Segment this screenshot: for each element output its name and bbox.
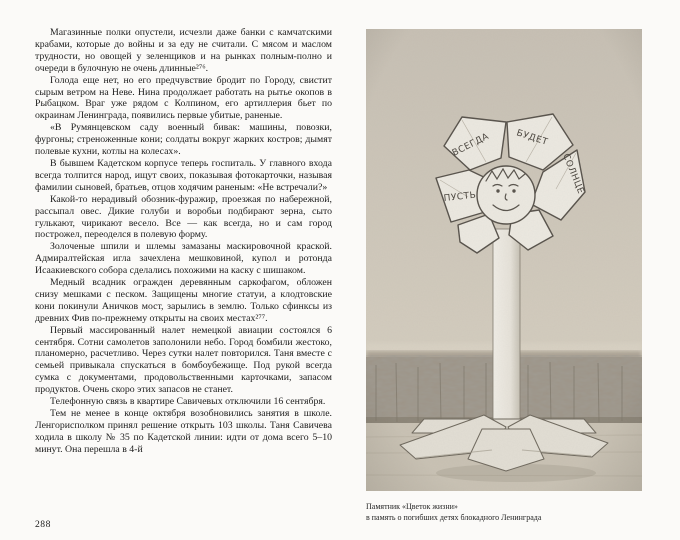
paragraph-3: «В Румянцевском саду военный бивак: машины, повозки, фургоны; стреноженные кони; солдаты вокруг жарких костров; дымят полевые кухни, котлы на колесах». xyxy=(35,122,332,158)
paragraph-5: Какой-то нерадивый обозник-фуражир, проезжая по набережной, рассыпал овес. Дикие голуби и воробьи подбирают зерна, сыто гулькают, чирикают весело. Все — как всегда, но и сам город построжел, переоделся в полевую форму. xyxy=(35,193,332,241)
paragraph-7: Медный всадник огражден деревянным саркофагом, обложен снизу мешками с песком. Защищены многие статуи, а клодтовские кони покинули Аничков мост, зарылись в землю. Только сфинксы из древних Фив по-прежнему открыты на своих местах²⁷⁷. xyxy=(35,277,332,324)
paragraph-2: Голода еще нет, но его предчувствие бродит по Городу, свистит сырым ветром на Неве. Нина продолжает работать на рытье окопов в Рыбацком. Враг уже рядом с Колпином, его артиллерия бьет по окраинам Ленинграда, появились первые убитые, раненые. xyxy=(35,74,332,122)
caption-line-1: Памятник «Цветок жизни» xyxy=(366,502,458,511)
paragraph-6: Золоченые шпили и шлемы замазаны маскировочной краской. Адмиралтейская игла зачехлена мешковиной, купол и ротонда Исаакиевского собора сделались похожими на каску с шишаком. xyxy=(35,241,332,277)
paragraph-8: Первый массированный налет немецкой авиации состоялся 6 сентября. Сотни самолетов заполонили небо. Город бомбили жестоко, планомерно, расчетливо. Через сутки налет повторился. Таня вместе с семьей привыкала спускаться в бомбоубежище. Под рукой всегда сумка с документами, продовольственными карточками, запасом продуктов. Очень скоро этих запасов не станет. xyxy=(35,324,332,396)
caption-line-2: в память о погибших детях блокадного Ленинграда xyxy=(366,512,542,522)
monument-photo xyxy=(366,29,642,491)
page-number: 288 xyxy=(35,519,51,530)
left-page xyxy=(35,27,332,456)
photo-vignette xyxy=(366,29,642,491)
monument-photo-art xyxy=(366,29,642,491)
paragraph-1: Магазинные полки опустели, исчезли даже банки с камчатскими крабами, которые до войны и за еду не считали. С мясом и маслом трудности, но овощей у зеленщиков и на рынках полным-полно и очереди в булочную не очень длинные²⁷⁶. xyxy=(35,27,332,74)
photo-caption xyxy=(366,502,541,523)
paragraph-4: В бывшем Кадетском корпусе теперь госпиталь. У главного входа всегда толпится народ, ищут своих, показывая фотокарточки, называя фамилии сыновей, братьев, отцов ходячим раненым: «Не встречали?» xyxy=(35,157,332,193)
paragraph-10: Тем не менее в конце октября возобновились занятия в школе. Ленгорисполком принял решение открыть 103 школы. Таня Савичева ходила в школу № 35 по Кадетской линии: идти от дома всего 5–10 минут. Она перешла в 4-й xyxy=(35,408,332,455)
paragraph-9: Телефонную связь в квартире Савичевых отключили 16 сентября. xyxy=(50,396,326,408)
